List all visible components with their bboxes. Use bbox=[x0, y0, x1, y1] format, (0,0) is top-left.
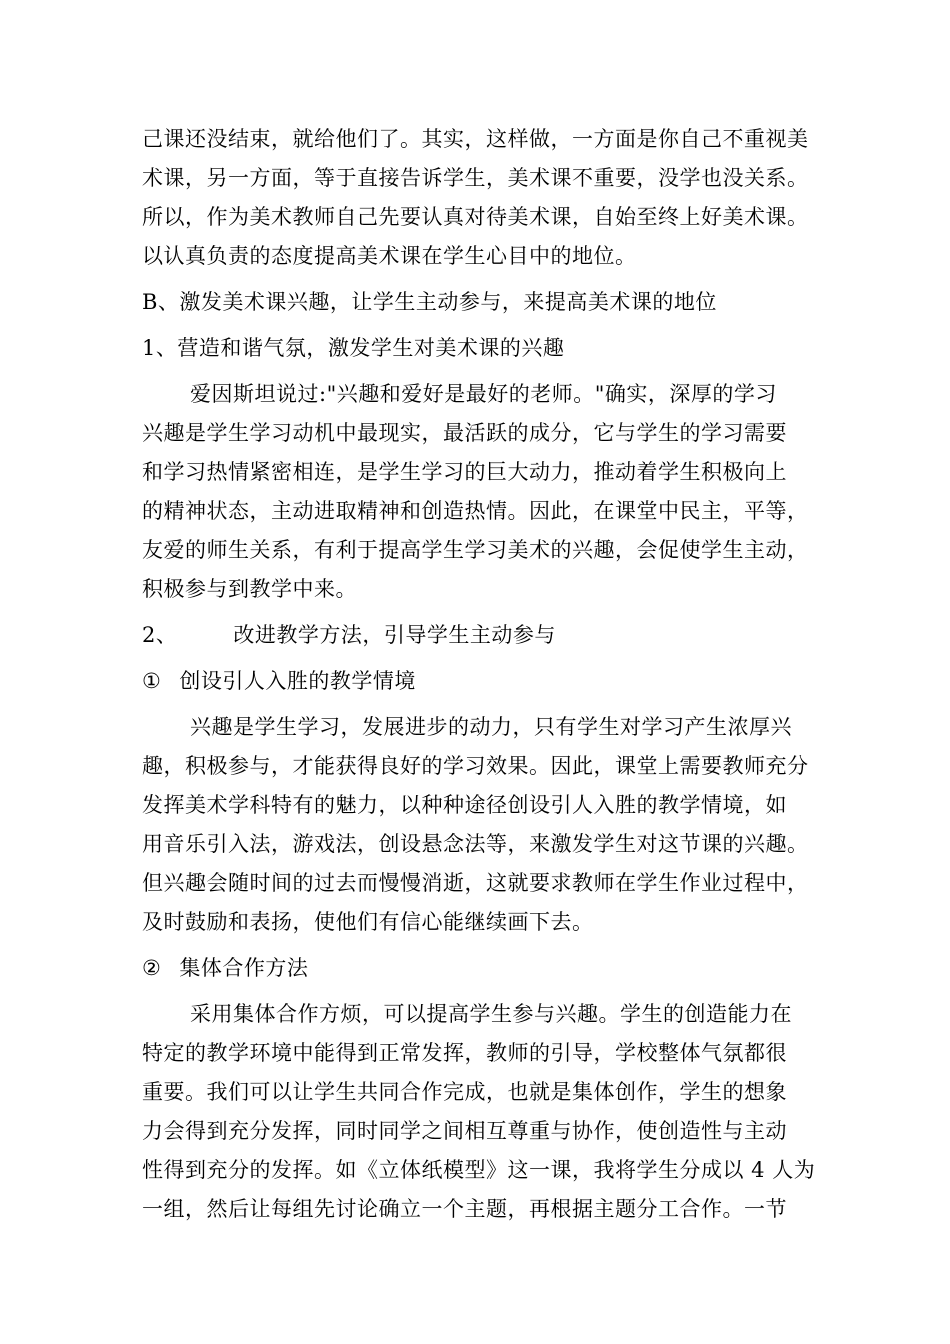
text-line: 所以，作为美术教师自己先要认真对待美术课，自始至终上好美术课。 bbox=[142, 205, 809, 229]
paragraph-collaboration bbox=[142, 995, 814, 1229]
text-line: 积极参与到教学中来。 bbox=[142, 577, 357, 601]
heading-text: 改进教学方法，引导学生主动参与 bbox=[233, 623, 556, 647]
text-line: 趣，积极参与，才能获得良好的学习效果。因此，课堂上需要教师充分 bbox=[142, 754, 809, 778]
subheading-2 bbox=[142, 616, 814, 655]
text-line: 友爱的师生关系，有利于提高学生学习美术的兴趣，会促使学生主动， bbox=[142, 538, 809, 562]
text-line: 和学习热情紧密相连，是学生学习的巨大动力，推动着学生积极向上 bbox=[142, 460, 787, 484]
text-line: 兴趣是学生学习，发展进步的动力，只有学生对学习产生浓厚兴 bbox=[190, 715, 792, 739]
heading-number: ② bbox=[142, 956, 162, 980]
subheading-1: 1、营造和谐气氛，激发学生对美术课的兴趣 bbox=[142, 336, 565, 360]
paragraph-interest bbox=[142, 708, 814, 942]
text-line: 兴趣是学生学习动机中最现实，最活跃的成分，它与学生的学习需要 bbox=[142, 421, 787, 445]
section-heading-b: B、激发美术课兴趣，让学生主动参与，来提高美术课的地位 bbox=[142, 290, 717, 314]
text-line: 及时鼓励和表扬，使他们有信心能继续画下去。 bbox=[142, 910, 594, 934]
text-line: 术课，另一方面，等于直接告诉学生，美术课不重要，没学也没关系。 bbox=[142, 166, 809, 190]
document-page bbox=[142, 120, 814, 1229]
subheading-circle-1 bbox=[142, 662, 814, 701]
text-line: 力会得到充分发挥，同时同学之间相互尊重与协作，使创造性与主动 bbox=[142, 1119, 787, 1143]
text-line: 用音乐引入法，游戏法，创设悬念法等，来激发学生对这节课的兴趣。 bbox=[142, 832, 809, 856]
text-line: 重要。我们可以让学生共同合作完成，也就是集体创作，学生的想象 bbox=[142, 1080, 787, 1104]
text-line: 性得到充分的发挥。如《立体纸模型》这一课，我将学生分成以 4 人为 bbox=[142, 1158, 816, 1182]
text-line: 但兴趣会随时间的过去而慢慢消逝，这就要求教师在学生作业过程中， bbox=[142, 871, 809, 895]
text-line: 采用集体合作方烦，可以提高学生参与兴趣。学生的创造能力在 bbox=[190, 1002, 792, 1026]
text-line: 以认真负责的态度提高美术课在学生心目中的地位。 bbox=[142, 244, 637, 268]
text-line: 的精神状态，主动进取精神和创造热情。因此，在课堂中民主，平等， bbox=[142, 499, 809, 523]
heading-number: 2、 bbox=[142, 623, 178, 647]
text-line: 爱因斯坦说过:"兴趣和爱好是最好的老师。"确实，深厚的学习 bbox=[190, 382, 777, 406]
text-line: 己课还没结束，就给他们了。其实，这样做，一方面是你自己不重视美 bbox=[142, 127, 809, 151]
heading-text: 创设引人入胜的教学情境 bbox=[179, 669, 416, 693]
text-line: 一组，然后让每组先讨论确立一个主题，再根据主题分工合作。一节 bbox=[142, 1197, 787, 1221]
heading-text: 集体合作方法 bbox=[179, 956, 309, 980]
paragraph-einstein-quote bbox=[142, 375, 814, 609]
text-line: 发挥美术学科特有的魅力，以种种途径创设引人入胜的教学情境，如 bbox=[142, 793, 787, 817]
heading-number: ① bbox=[142, 669, 162, 693]
subheading-circle-2 bbox=[142, 949, 814, 988]
text-line: 特定的教学环境中能得到正常发挥，教师的引导，学校整体气氛都很 bbox=[142, 1041, 787, 1065]
paragraph-continuation bbox=[142, 120, 814, 276]
